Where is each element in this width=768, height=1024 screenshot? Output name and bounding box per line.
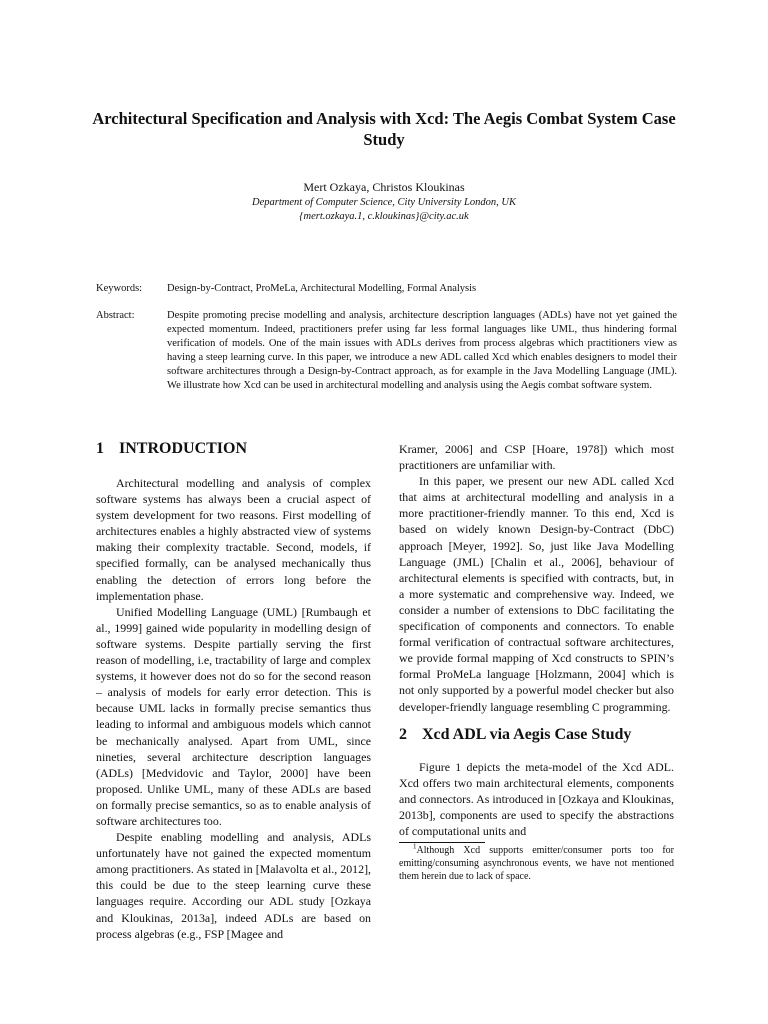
- footnote-text: Although Xcd supports emitter/consumer ports too for emitting/consuming asynchronous events, we have not mentioned them herein due to lack of space.: [399, 845, 674, 882]
- section-2-heading: [399, 725, 679, 745]
- section-1-title: INTRODUCTION: [119, 440, 248, 457]
- right-column-bottom: [399, 759, 674, 839]
- keywords-text: Design-by-Contract, ProMeLa, Architectural Modelling, Formal Analysis: [167, 283, 477, 294]
- footnote-marker: 1: [413, 842, 417, 851]
- section-2-title: Xcd ADL via Aegis Case Study: [422, 726, 632, 743]
- section-1-heading: [96, 439, 376, 459]
- paper-title: Architectural Specification and Analysis with Xcd: The Aegis Combat System Case Study: [92, 109, 676, 149]
- paragraph: Architectural modelling and analysis of complex software systems has always been a crucial aspect of system development for two reasons. First modelling of architectures enables a highly abstracted view of systems making their complexity tractable. Second, models, if specified formally, can be analysed mechanically thus enabling the detection of errors long before the implementation phase.: [96, 476, 371, 603]
- footnote: [399, 842, 674, 883]
- paragraph: Kramer, 2006] and CSP [Hoare, 1978]) which most practitioners are unfamiliar with.: [399, 442, 674, 473]
- abstract-label: Abstract:: [96, 310, 135, 321]
- paragraph: Despite enabling modelling and analysis, ADLs unfortunately have not gained the expected momentum among practitioners. As stated in [Malavolta et al., 2012], this could be due to the steep learning curve these languages require. According our ADL study [Ozkaya and Kloukinas, 2013a], indeed ADLs are based on process algebras (e.g., FSP [Magee and: [96, 830, 371, 941]
- author-list: Mert Ozkaya, Christos Kloukinas: [303, 180, 465, 194]
- author-email: {mert.ozkaya.1, c.kloukinas}@city.ac.uk: [299, 211, 469, 222]
- keywords-label: Keywords:: [96, 283, 143, 294]
- right-column-top: [399, 441, 674, 715]
- paragraph: Unified Modelling Language (UML) [Rumbaugh et al., 1999] gained wide popularity in modelling design of software systems. Despite partially serving the first reason of modelling, i.e, tractability of large and complex systems, it however does not do so for the second reason – analysis of models for early error detection. This is because UML lacks in formally precise semantics thus leading to informal and ambiguous models which cannot be mechanically analysed. Apart from UML, since nineties, several architecture description languages (ADLs) [Medvidovic and Taylor, 2000] have been proposed. Unlike UML, many of these ADLs are based on formally precise semantics, so as to enable analysis of software architectures too.: [96, 604, 371, 828]
- section-1-number: 1: [96, 440, 104, 457]
- paragraph: In this paper, we present our new ADL called Xcd that aims at architectural modelling and analysis in a more practitioner-friendly manner. To this end, Xcd is based on widely known Design-by-Contract (DbC) approach [Meyer, 1992]. So, just like Java Modelling Language (JML) [Chalin et al., 2006], behaviour of architectural elements is specified with contracts, but, in a more systematic and comprehensive way. Indeed, we consider a number of extensions to DbC facilitating the specification of components and connectors. To enable formal verification of contractual software architectures, we provide formal mapping of Xcd constructs to SPIN’s formal ProMeLa language [Holzmann, 2004] which is not only supported by a powerful model checker but also developer-friendly language resembling C programming.: [399, 474, 674, 714]
- footnote-divider: [399, 842, 485, 843]
- left-column: [96, 475, 371, 942]
- author-affiliation: Department of Computer Science, City University London, UK: [252, 197, 516, 208]
- paragraph: Figure 1 depicts the meta-model of the Xcd ADL. Xcd offers two main architectural elements, components and connectors. As introduced in [Ozkaya and Kloukinas, 2013b], components are used to specify the abstractions of computational units and: [399, 760, 674, 839]
- section-2-number: 2: [399, 726, 407, 743]
- abstract-text: Despite promoting precise modelling and analysis, architecture description languages (ADLs) have not yet gained the expected momentum. Indeed, practitioners prefer using far less formal languages like UML, thus hindering formal verification of models. One of the main issues with ADLs derives from process algebras which practitioners view as having a steep learning curve. In this paper, we introduce a new ADL called Xcd which enables designers to model their software architectures through a Design-by-Contract approach, as for example in the Java Modelling Language (JML). We illustrate how Xcd can be used in architectural modelling and analysis using the Aegis combat software system.: [167, 310, 677, 392]
